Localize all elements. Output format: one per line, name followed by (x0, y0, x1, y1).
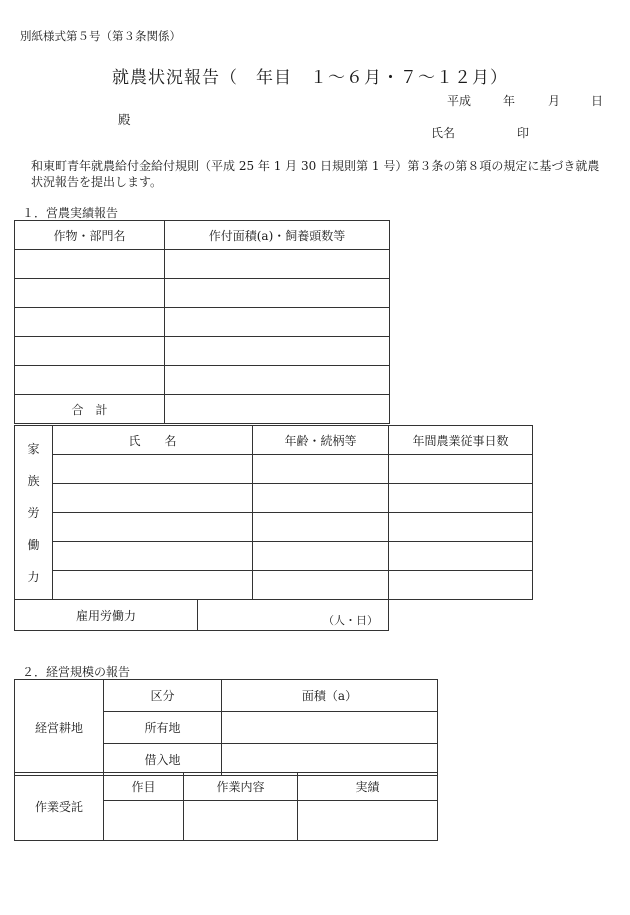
leased-land-label: 借入地 (104, 744, 222, 776)
hired-labor-label: 雇用労働力 (15, 600, 198, 631)
page-title: 就農状況報告（ 年目 １～６月・７～１２月） (112, 68, 508, 88)
age-cell[interactable] (253, 542, 389, 571)
farm-results-table (14, 220, 390, 424)
contract-work-table (14, 772, 438, 841)
area-cell[interactable] (165, 250, 390, 279)
intro-text: 和東町青年就農給付金給付規則（平成 25 年 1 月 30 日規則第 1 号）第３条の第８項の規定に基づき就農状況報告を提出します。 (31, 159, 600, 189)
farmland-table (14, 679, 438, 776)
family-labor-label: 家 族 労 働 力 (15, 426, 53, 600)
age-cell[interactable] (253, 513, 389, 542)
days-cell[interactable] (389, 542, 533, 571)
age-cell[interactable] (253, 455, 389, 484)
col-header-crop: 作物・部門名 (15, 221, 165, 250)
crop-cell[interactable] (15, 366, 165, 395)
col-header-name: 氏 名 (53, 426, 253, 455)
name-cell[interactable] (53, 455, 253, 484)
col-header-area-a: 面積（a） (222, 680, 438, 712)
date-era: 平成 (447, 94, 472, 108)
work-content-cell[interactable] (184, 801, 298, 841)
form-number: 別紙様式第５号（第３条関係） (20, 29, 181, 43)
section1-heading: １．営農実績報告 (22, 206, 119, 220)
total-label: 合 計 (15, 395, 165, 424)
owned-land-cell[interactable] (222, 712, 438, 744)
farmland-label: 経営耕地 (15, 680, 104, 776)
addressee: 殿 (118, 112, 131, 127)
name-cell[interactable] (53, 542, 253, 571)
work-result-cell[interactable] (298, 801, 438, 841)
area-cell[interactable] (165, 279, 390, 308)
labor-table (14, 425, 533, 631)
total-cell[interactable] (165, 395, 390, 424)
col-header-content: 作業内容 (184, 773, 298, 801)
area-cell[interactable] (165, 337, 390, 366)
section2-heading: ２．経営規模の報告 (22, 665, 131, 679)
leased-land-cell[interactable] (222, 744, 438, 776)
name-cell[interactable] (53, 513, 253, 542)
area-cell[interactable] (165, 366, 390, 395)
area-cell[interactable] (165, 308, 390, 337)
name-label: 氏名 (431, 126, 456, 140)
seal-mark: 印 (517, 126, 530, 140)
days-cell[interactable] (389, 455, 533, 484)
col-header-area: 作付面積(a)・飼養頭数等 (165, 221, 390, 250)
crop-cell[interactable] (15, 308, 165, 337)
age-cell[interactable] (253, 571, 389, 600)
date-month: 月 (548, 94, 561, 108)
age-cell[interactable] (253, 484, 389, 513)
contract-work-label: 作業受託 (15, 773, 104, 841)
name-cell[interactable] (53, 484, 253, 513)
name-cell[interactable] (53, 571, 253, 600)
days-cell[interactable] (389, 513, 533, 542)
crop-cell[interactable] (15, 337, 165, 366)
blank-space (389, 600, 533, 631)
col-header-crop2: 作目 (104, 773, 184, 801)
col-header-days: 年間農業従事日数 (389, 426, 533, 455)
date-day: 日 (591, 94, 604, 108)
days-cell[interactable] (389, 484, 533, 513)
work-crop-cell[interactable] (104, 801, 184, 841)
crop-cell[interactable] (15, 250, 165, 279)
col-header-age: 年齢・続柄等 (253, 426, 389, 455)
col-header-class: 区分 (104, 680, 222, 712)
days-cell[interactable] (389, 571, 533, 600)
hired-labor-cell[interactable]: （人・日） (198, 600, 389, 631)
crop-cell[interactable] (15, 279, 165, 308)
date-year: 年 (503, 94, 516, 108)
col-header-result: 実績 (298, 773, 438, 801)
owned-land-label: 所有地 (104, 712, 222, 744)
